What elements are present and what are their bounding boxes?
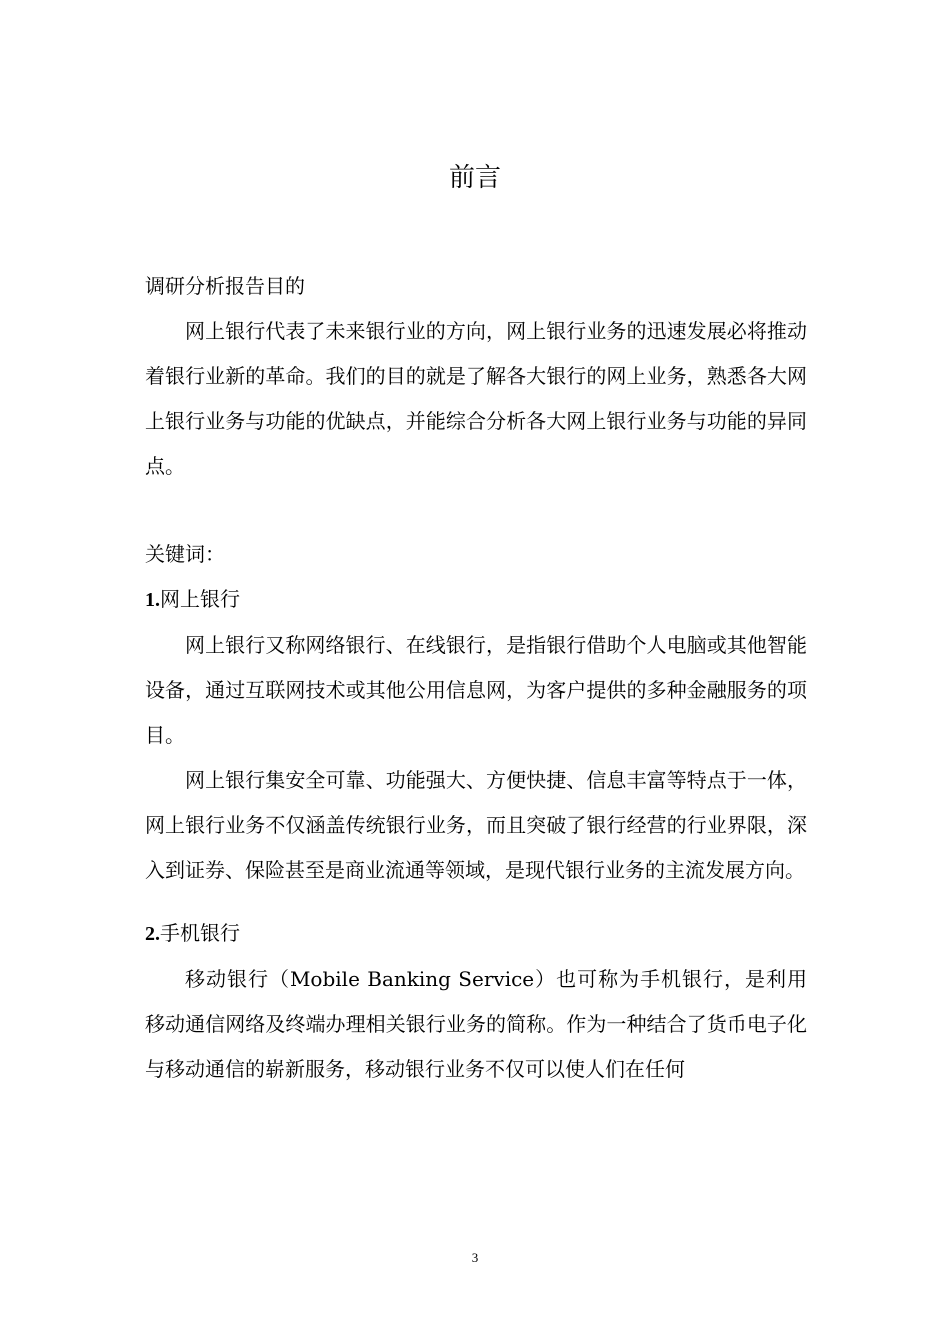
keyword-title: 网上银行 [160,587,240,611]
page-title: 前言 [448,163,501,193]
document-body [145,264,807,1092]
keyword-title: 手机银行 [160,921,240,945]
paragraph-purpose: 网上银行代表了未来银行业的方向，网上银行业务的迅速发展必将推动着银行业新的革命。我们的目的就是了解各大银行的网上业务，熟悉各大网上银行业务与功能的优缺点，并能综合分析各大网上银行业务与功能的异同点。 [145,319,807,478]
keyword-number: 1. [145,589,160,611]
keyword-heading-mobile-banking [145,911,807,957]
section-heading-keywords: 关键词： [145,542,225,566]
section-heading-purpose: 调研分析报告目的 [145,274,305,298]
keyword-number: 2. [145,923,160,945]
paragraph-mobile-banking-1: 移动银行（Mobile Banking Service）也可称为手机银行，是利用移动通信网络及终端办理相关银行业务的简称。作为一种结合了货币电子化与移动通信的崭新服务，移动银行业务不仅可以使人们在任何 [145,967,807,1081]
keyword-heading-online-banking [145,577,807,623]
paragraph-online-banking-1: 网上银行又称网络银行、在线银行，是指银行借助个人电脑或其他智能设备，通过互联网技术或其他公用信息网，为客户提供的多种金融服务的项目。 [145,633,807,747]
paragraph-online-banking-2: 网上银行集安全可靠、功能强大、方便快捷、信息丰富等特点于一体，网上银行业务不仅涵盖传统银行业务，而且突破了银行经营的行业界限，深入到证券、保险甚至是商业流通等领域，是现代银行业务的主流发展方向。 [145,768,807,882]
spacer [145,893,807,911]
spacer [145,489,807,532]
page-number: 3 [471,1250,479,1265]
